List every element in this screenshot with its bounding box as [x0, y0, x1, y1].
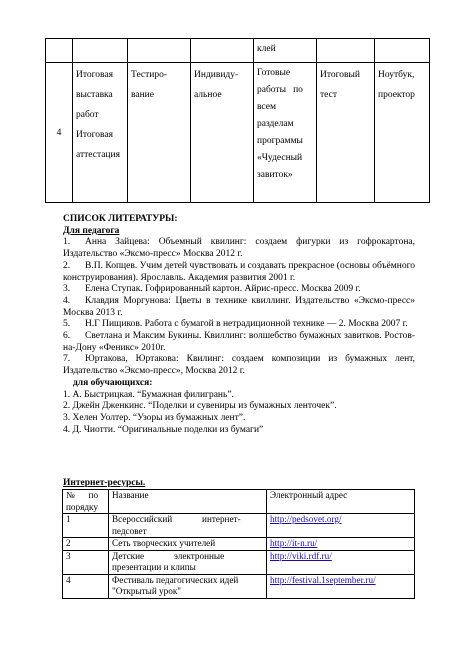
row-number-text: 4: [56, 127, 62, 138]
list-item: [63, 296, 415, 319]
item-text: В.П. Копцев. Учим детей чувствовать и создавать прекрасное (основы объёмного конструирования). Ярославль. Академия развития 2001 г.: [63, 260, 415, 283]
control-cell: [317, 63, 375, 203]
table-cell: [128, 39, 191, 63]
item-text: Юртакова, Юртакова: Квилинг: создаем композиции из бумажных лент, Издательство «Эксмо-пресс», Москва 2012 г.: [63, 354, 415, 377]
table-cell: [191, 39, 254, 63]
item-number: 4.: [63, 295, 71, 306]
literature-heading: СПИСОК ЛИТЕРАТУРЫ:: [63, 214, 178, 224]
resource-url-cell: [267, 550, 415, 574]
table-cell: [317, 39, 375, 63]
topic-cell: [73, 63, 128, 203]
row-number: 1: [63, 514, 109, 538]
table-cell: [375, 39, 430, 63]
cell-text: проектор: [378, 90, 415, 100]
cell-text: альное: [194, 90, 222, 100]
teacher-heading: Для педагога: [63, 225, 120, 236]
result-cell: [254, 63, 317, 203]
table-row: [63, 514, 415, 538]
table-row: [63, 574, 415, 598]
row-number: [46, 63, 73, 203]
list-item: [63, 284, 415, 296]
table-row: [63, 538, 415, 551]
item-number: 1.: [63, 237, 71, 248]
internet-resources-table: [62, 489, 415, 599]
item-number: 5.: [63, 319, 71, 330]
cell-text: Итоговая: [76, 70, 113, 80]
item-number: 3.: [63, 284, 71, 295]
cell-text: разделам: [257, 119, 294, 129]
list-item: 3. Хелен Уолтер. “Узоры из бумажных лент”.: [63, 412, 246, 423]
cell-text: клей: [257, 44, 276, 54]
table-cell: [73, 39, 128, 63]
table-header-row: [63, 490, 415, 514]
cell-text: тест: [320, 90, 337, 100]
resource-url-cell: [267, 538, 415, 551]
column-header-name: [109, 490, 267, 514]
table-row: [63, 550, 415, 574]
resource-name-text: Всероссийский интернет-педсовет: [112, 514, 241, 536]
row-number: 2: [63, 538, 109, 551]
list-item: 2. Джейн Дженкинс. “Поделки и сувениры из бумажных ленточек”.: [63, 401, 337, 412]
header-text: № по порядку: [66, 490, 101, 512]
cell-text: Индивиду-: [194, 70, 239, 80]
list-item: 4. Д. Чиотти. “Оригинальные поделки из бумаги”: [63, 424, 264, 435]
resource-link[interactable]: http://pedsovet.org/: [270, 514, 342, 524]
cell-text: программы: [257, 136, 303, 146]
cell-text: всем: [257, 102, 276, 112]
table-row: [46, 63, 430, 203]
cell-text: Готовые: [257, 68, 291, 78]
item-text: Анна Зайцева: Объемный квилинг: создаем фигурки из гофрокартона, Издательство «Эксмо-пресс» Москва 2012 г.: [63, 237, 415, 260]
cell-text: выставка: [76, 90, 113, 100]
resource-name: Сеть творческих учителей: [109, 538, 267, 551]
cell-text: работ: [76, 110, 99, 120]
resource-url-cell: [267, 574, 415, 598]
row-number: 3: [63, 550, 109, 574]
cell-text: Итоговая: [76, 130, 113, 140]
list-item: [63, 331, 415, 354]
cell-text: завиток»: [257, 170, 293, 180]
program-plan-table: [45, 38, 430, 203]
table-row: [46, 39, 430, 63]
item-number: 6.: [63, 331, 71, 342]
header-text: Название: [112, 490, 149, 500]
equipment-cell: [375, 63, 430, 203]
cell-text: Ноутбук,: [378, 70, 415, 80]
table-cell: [254, 39, 317, 63]
resource-name: Фестиваль педагогических идей "Открытый урок": [109, 574, 267, 598]
resource-url-cell: [267, 514, 415, 538]
item-number: 2.: [63, 260, 71, 271]
cell-text: Тестиро-: [131, 70, 168, 80]
resource-name: [109, 550, 267, 574]
type-cell: [191, 63, 254, 203]
item-text: Н.Г Пищиков. Работа с бумагой в нетрадиционной технике — 2. Москва 2007 г.: [85, 319, 408, 330]
list-item: 1. А. Быстрицкая. “Бумажная филигрань”.: [63, 389, 234, 400]
column-header-address: [267, 490, 415, 514]
item-text: Елена Ступак. Гофрированный картон. Айрис-пресс. Москва 2009 г.: [85, 284, 361, 295]
cell-text: вание: [131, 90, 154, 100]
cell-text: аттестация: [76, 150, 120, 160]
header-text: Электронный адрес: [270, 490, 348, 500]
resource-link[interactable]: http://it-n.ru/: [270, 538, 318, 548]
resource-link[interactable]: http://festival.1september.ru/: [270, 574, 376, 585]
literature-section: [63, 214, 415, 436]
list-item: [63, 237, 415, 260]
row-number: 4: [63, 574, 109, 598]
list-item: [63, 319, 415, 331]
column-header-number: [63, 490, 109, 514]
item-text: Светлана и Максим Букины. Квиллинг: волшебство бумажных завитков. Ростов-на-Дону «Феникс» 2010г.: [63, 331, 415, 353]
item-number: 7.: [63, 354, 71, 365]
item-text: Клавдия Моргунова: Цветы в технике квиллинг. Издательство «Эксмо-пресс» Москва 2013 г.: [63, 295, 415, 318]
students-heading: для обучающихся:: [73, 377, 153, 388]
list-item: [63, 354, 415, 377]
cell-text: «Чудесный: [257, 153, 303, 163]
resource-name-text: Детские электронные презентации и клипы: [112, 550, 227, 572]
internet-resources-title: Интернет-ресурсы.: [63, 478, 146, 488]
resource-link[interactable]: http://viki.rdf.ru/: [270, 550, 332, 561]
cell-text: работы по: [257, 85, 303, 95]
resource-name: [109, 514, 267, 538]
list-item: [63, 261, 415, 284]
form-cell: [128, 63, 191, 203]
table-cell: [46, 39, 73, 63]
cell-text: Итоговый: [320, 70, 360, 80]
